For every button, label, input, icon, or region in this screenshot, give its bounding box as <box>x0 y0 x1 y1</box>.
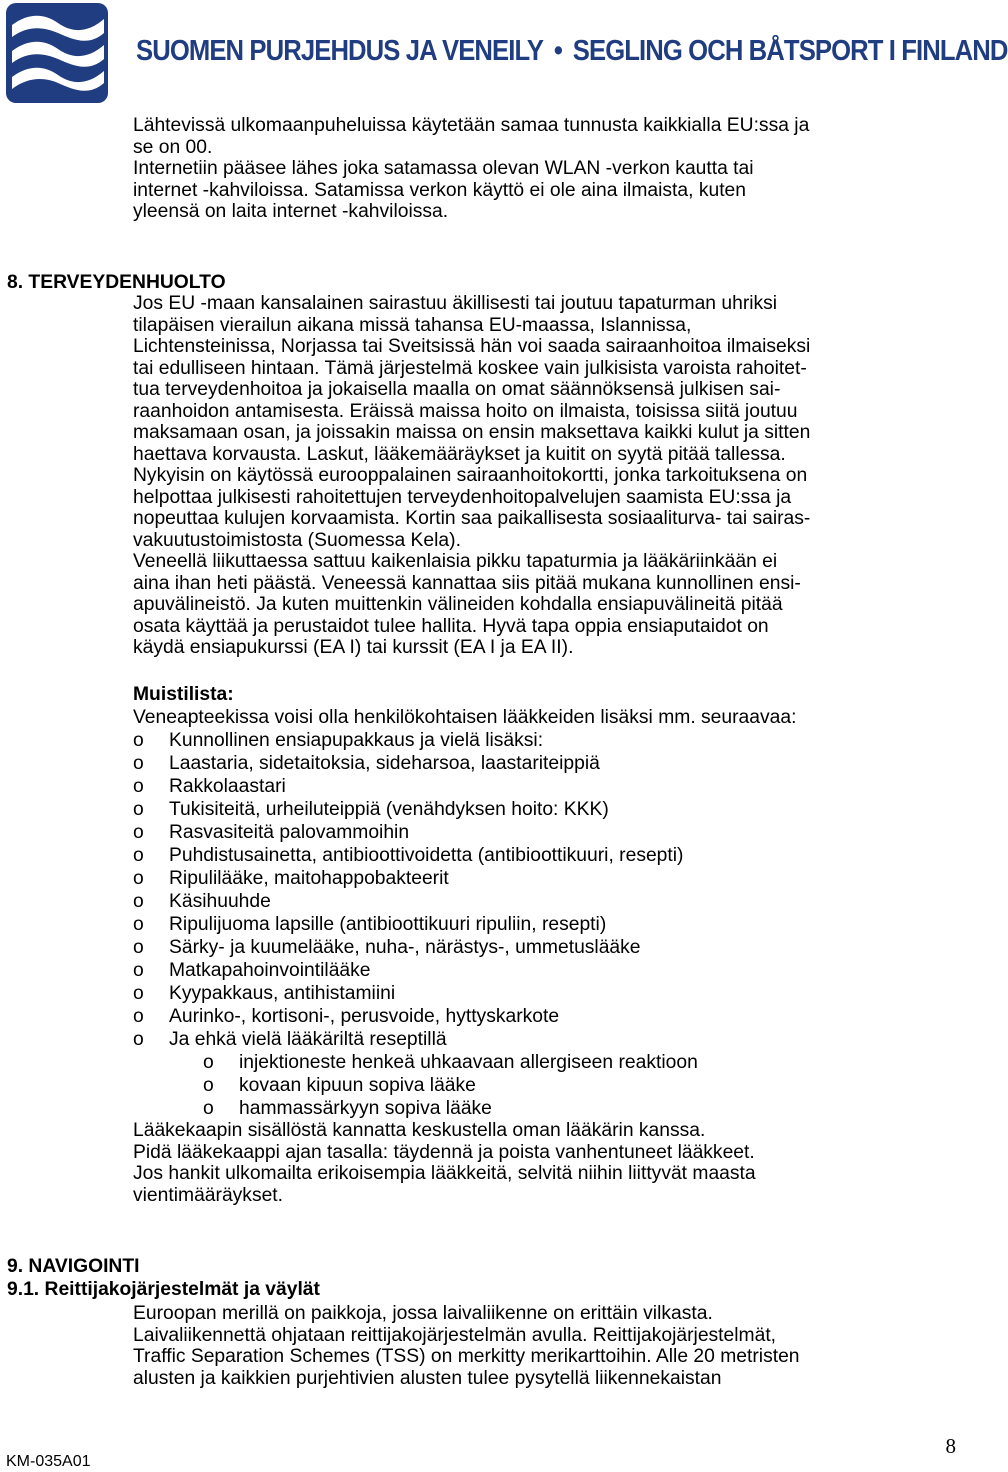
list-item-label: Käsihuuhde <box>169 891 271 912</box>
bullet-marker: o <box>133 1006 144 1027</box>
text-line: Internetiin pääsee lähes joka satamassa olevan WLAN -verkon kautta tai <box>133 158 754 179</box>
text-line: apuvälineistö. Ja kuten muittenkin välineiden kohdalla ensiapuvälineitä pitää <box>133 594 783 615</box>
list-item-label: Ripulilääke, maitohappobakteerit <box>169 868 449 889</box>
list-item-label: Kyypakkaus, antihistamiini <box>169 983 396 1004</box>
bullet-marker: o <box>133 891 144 912</box>
text-line: tai edulliseen hintaan. Tämä järjestelmä koskee vain julkisista varoista rahoitet- <box>133 357 807 379</box>
list-item <box>133 821 953 844</box>
intro-paragraph <box>133 115 809 223</box>
bullet-marker: o <box>133 937 144 958</box>
text-line: yleensä on laita internet -kahviloissa. <box>133 201 449 222</box>
text-line: internet -kahviloissa. Satamissa verkon käyttö ei ole aina ilmaista, kuten <box>133 179 747 201</box>
bullet-marker: o <box>133 776 144 797</box>
section-9-1-heading: 9.1. Reittijakojärjestelmät ja väylät <box>7 1279 320 1300</box>
text-line: nopeuttaa kulujen korvaamista. Kortin saa paikallisesta sosiaaliturva- tai sairas- <box>133 508 811 529</box>
list-item-label: Ja ehkä vielä lääkäriltä reseptillä <box>169 1029 447 1050</box>
document-code: KM-035A01 <box>6 1453 91 1470</box>
list-item <box>133 982 953 1005</box>
text-line: vientimääräykset. <box>133 1184 284 1206</box>
list-item <box>133 752 953 775</box>
list-item-label: Laastaria, sidetaitoksia, sideharsoa, laastariteippiä <box>169 753 600 774</box>
list-item-label: Tukisiteitä, urheiluteippiä (venähdyksen hoito: KKK) <box>169 799 609 820</box>
brand-separator: • <box>553 35 562 67</box>
bullet-marker: o <box>133 914 144 935</box>
text-line: Pidä lääkekaappi ajan tasalla: täydennä ja poista vanhentuneet lääkkeet. <box>133 1141 755 1163</box>
text-line: raanhoidon antamisesta. Eräissä maissa hoito on ilmaista, toisissa siitä joutuu <box>133 400 798 422</box>
section-9-heading: 9. NAVIGOINTI <box>7 1256 140 1277</box>
wave-logo-icon <box>6 3 108 103</box>
bullet-marker: o <box>133 1029 144 1050</box>
list-item-label: Aurinko-, kortisoni-, perusvoide, hyttyskarkote <box>169 1006 560 1027</box>
brand-title-sv: SEGLING OCH BÅTSPORT I FINLAND <box>572 35 1008 67</box>
list-item-label: Särky- ja kuumelääke, nuha-, närästys-, ummetuslääke <box>169 937 641 958</box>
list-item-label: Kunnollinen ensiapupakkaus ja vielä lisäksi: <box>169 730 544 751</box>
list-item <box>133 1005 953 1028</box>
section-8-heading: 8. TERVEYDENHUOLTO <box>7 272 226 293</box>
text-line: vakuutustoimistosta (Suomessa Kela). <box>133 529 461 551</box>
checklist <box>133 706 953 1206</box>
sub-list-item-label: hammassärkyyn sopiva lääke <box>239 1098 492 1119</box>
text-line: se on 00. <box>133 136 213 158</box>
bullet-marker: o <box>133 960 144 981</box>
text-line: Lääkekaapin sisällöstä kannatta keskustella oman lääkärin kanssa. <box>133 1120 706 1141</box>
page-header <box>6 3 1008 103</box>
text-line: osata käyttää ja perustaidot tulee hallita. Hyvä tapa oppia ensiaputaidot on <box>133 615 769 637</box>
text-line: alusten ja kaikkien purjehtivien alusten tulee pysytellä liikennekaistan <box>133 1367 722 1389</box>
text-line: Laivaliikennettä ohjataan reittijakojärjestelmän avulla. Reittijakojärjestelmät, <box>133 1324 777 1346</box>
bullet-marker: o <box>203 1052 214 1073</box>
text-line: Jos EU -maan kansalainen sairastuu äkillisesti tai joutuu tapaturman uhriksi <box>133 293 778 314</box>
bullet-marker: o <box>203 1098 214 1119</box>
sub-list-item-label: kovaan kipuun sopiva lääke <box>239 1075 476 1096</box>
list-item-label: Ripulijuoma lapsille (antibioottikuuri ripuliin, resepti) <box>169 914 607 935</box>
bullet-marker: o <box>133 868 144 889</box>
sub-list-item <box>133 1051 953 1074</box>
text-line: Nykyisin on käytössä eurooppalainen sairaanhoitokortti, jonka tarkoituksena on <box>133 465 808 486</box>
sub-list-item-label: injektioneste henkeä uhkaavaan allergiseen reaktioon <box>239 1052 698 1073</box>
list-item <box>133 867 953 890</box>
bullet-marker: o <box>203 1075 214 1096</box>
sub-list-item <box>133 1074 953 1097</box>
list-item <box>133 890 953 913</box>
text-line: helpottaa julkisesti rahoitettujen terveydenhoitopalvelujen saamista EU:ssa ja <box>133 486 792 508</box>
list-item <box>133 936 953 959</box>
brand-title <box>136 35 1007 68</box>
bullet-marker: o <box>133 730 144 751</box>
list-item-label: Matkapahoinvointilääke <box>169 960 371 981</box>
text-line: haettava korvausta. Laskut, lääkemääräykset ja kuitit on syytä pitää tallessa. <box>133 443 786 465</box>
list-item <box>133 1028 953 1051</box>
checklist-intro: Veneapteekissa voisi olla henkilökohtaisen lääkkeiden lisäksi mm. seuraavaa: <box>133 707 797 728</box>
sub-list-item <box>133 1097 953 1120</box>
bullet-marker: o <box>133 983 144 1004</box>
text-line: aina ihan heti päästä. Veneessä kannattaa siis pitää mukana kunnollinen ensi- <box>133 572 801 594</box>
text-line: Jos hankit ulkomailta erikoisempia lääkkeitä, selvitä niihin liittyvät maasta <box>133 1163 756 1184</box>
list-item-label: Rakkolaastari <box>169 776 286 797</box>
bullet-marker: o <box>133 822 144 843</box>
text-line: Euroopan merillä on paikkoja, jossa laivaliikenne on erittäin vilkasta. <box>133 1303 713 1324</box>
text-line: tilapäisen vierailun aikana missä tahansa EU-maassa, Islannissa, <box>133 314 692 336</box>
section-8-body <box>133 293 810 659</box>
list-item <box>133 959 953 982</box>
list-item <box>133 798 953 821</box>
text-line: käydä ensiapukurssi (EA I) tai kurssit (EA I ja EA II). <box>133 637 574 658</box>
list-item <box>133 844 953 867</box>
bullet-marker: o <box>133 799 144 820</box>
text-line: tua terveydenhoitoa ja jokaisella maalla on omat säännöksensä julkisen sai- <box>133 379 781 400</box>
list-item <box>133 775 953 798</box>
list-item-label: Puhdistusainetta, antibioottivoidetta (antibioottikuuri, resepti) <box>169 845 684 866</box>
text-line: Lichtensteinissa, Norjassa tai Sveitsissä hän voi saada sairaanhoitoa ilmaiseksi <box>133 336 811 357</box>
text-line: maksamaan osan, ja joissakin maissa on ensin maksettava kaikki kulut ja sitten <box>133 422 811 443</box>
bullet-marker: o <box>133 845 144 866</box>
list-item <box>133 729 953 752</box>
text-line: Lähtevissä ulkomaanpuheluissa käytetään samaa tunnusta kaikkialla EU:ssa ja <box>133 115 810 136</box>
checklist-heading: Muistilista: <box>133 684 234 705</box>
text-line: Traffic Separation Schemes (TSS) on merkitty merikarttoihin. Alle 20 metristen <box>133 1346 800 1367</box>
page-number: 8 <box>945 1434 956 1458</box>
bullet-marker: o <box>133 753 144 774</box>
list-item <box>133 913 953 936</box>
text-line: Veneellä liikuttaessa sattuu kaikenlaisia pikku tapaturmia ja lääkäriinkään ei <box>133 551 778 572</box>
list-item-label: Rasvasiteitä palovammoihin <box>169 822 410 843</box>
section-9-body <box>133 1303 800 1389</box>
brand-title-fi: SUOMEN PURJEHDUS JA VENEILY <box>136 35 544 67</box>
